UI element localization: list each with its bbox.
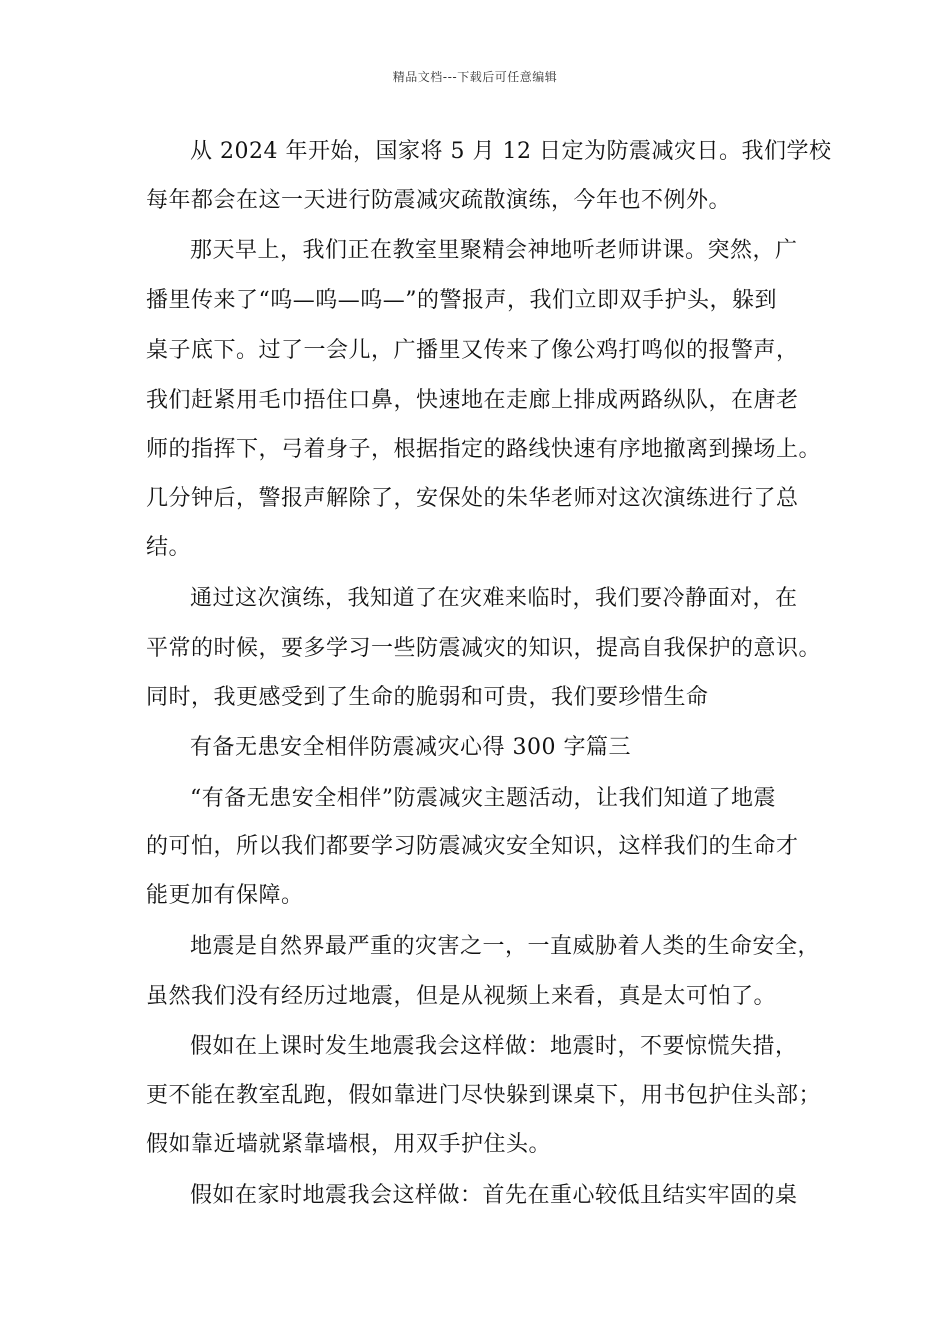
text-line: 师的指挥下，弓着身子，根据指定的路线快速有序地撤离到操场上。 (146, 437, 822, 462)
text-line: 假如在家时地震我会这样做：首先在重心较低且结实牢固的桌 (190, 1183, 798, 1208)
text-line: 假如靠近墙就紧靠墙根，用双手护住头。 (146, 1132, 552, 1157)
text-line: 的可怕，所以我们都要学习防震减灾安全知识，这样我们的生命才 (146, 834, 799, 859)
text-line: 地震是自然界最严重的灾害之一，一直威胁着人类的生命安全， (190, 934, 821, 959)
text-line: 从 2024 年开始，国家将 5 月 12 日定为防震减灾日。我们学校 (190, 139, 832, 164)
text-line: 假如在上课时发生地震我会这样做：地震时，不要惊慌失措， (190, 1034, 798, 1059)
text-line: 同时，我更感受到了生命的脆弱和可贵，我们要珍惜生命 (146, 685, 709, 710)
page-header: 精品文档---下载后可任意编辑 (392, 70, 558, 84)
text-line: 那天早上，我们正在教室里聚精会神地听老师讲课。突然，广 (190, 238, 798, 263)
text-line: 更不能在教室乱跑，假如靠进门尽快躲到课桌下，用书包护住头部； (146, 1083, 822, 1108)
text-line: 播里传来了“呜—呜—呜—”的警报声，我们立即双手护头，躲到 (146, 288, 777, 313)
text-line: 桌子底下。过了一会儿，广播里又传来了像公鸡打鸣似的报警声， (146, 338, 799, 363)
text-line: 平常的时候，要多学习一些防震减灾的知识，提高自我保护的意识。 (146, 636, 822, 661)
text-line: 结。 (146, 535, 192, 560)
text-line: 几分钟后，警报声解除了，安保处的朱华老师对这次演练进行了总 (146, 486, 799, 511)
text-line: 通过这次演练，我知道了在灾难来临时，我们要冷静面对，在 (190, 586, 798, 611)
text-line: 我们赶紧用毛巾捂住口鼻，快速地在走廊上排成两路纵队，在唐老 (146, 388, 799, 413)
text-line: 每年都会在这一天进行防震减灾疏散演练，今年也不例外。 (146, 188, 732, 213)
text-line: 虽然我们没有经历过地震，但是从视频上来看，真是太可怕了。 (146, 984, 777, 1009)
text-line: 能更加有保障。 (146, 883, 304, 908)
text-line: “有备无患安全相伴”防震减灾主题活动，让我们知道了地震 (190, 786, 776, 811)
section-title: 有备无患安全相伴防震减灾心得 300 字篇三 (190, 735, 631, 760)
